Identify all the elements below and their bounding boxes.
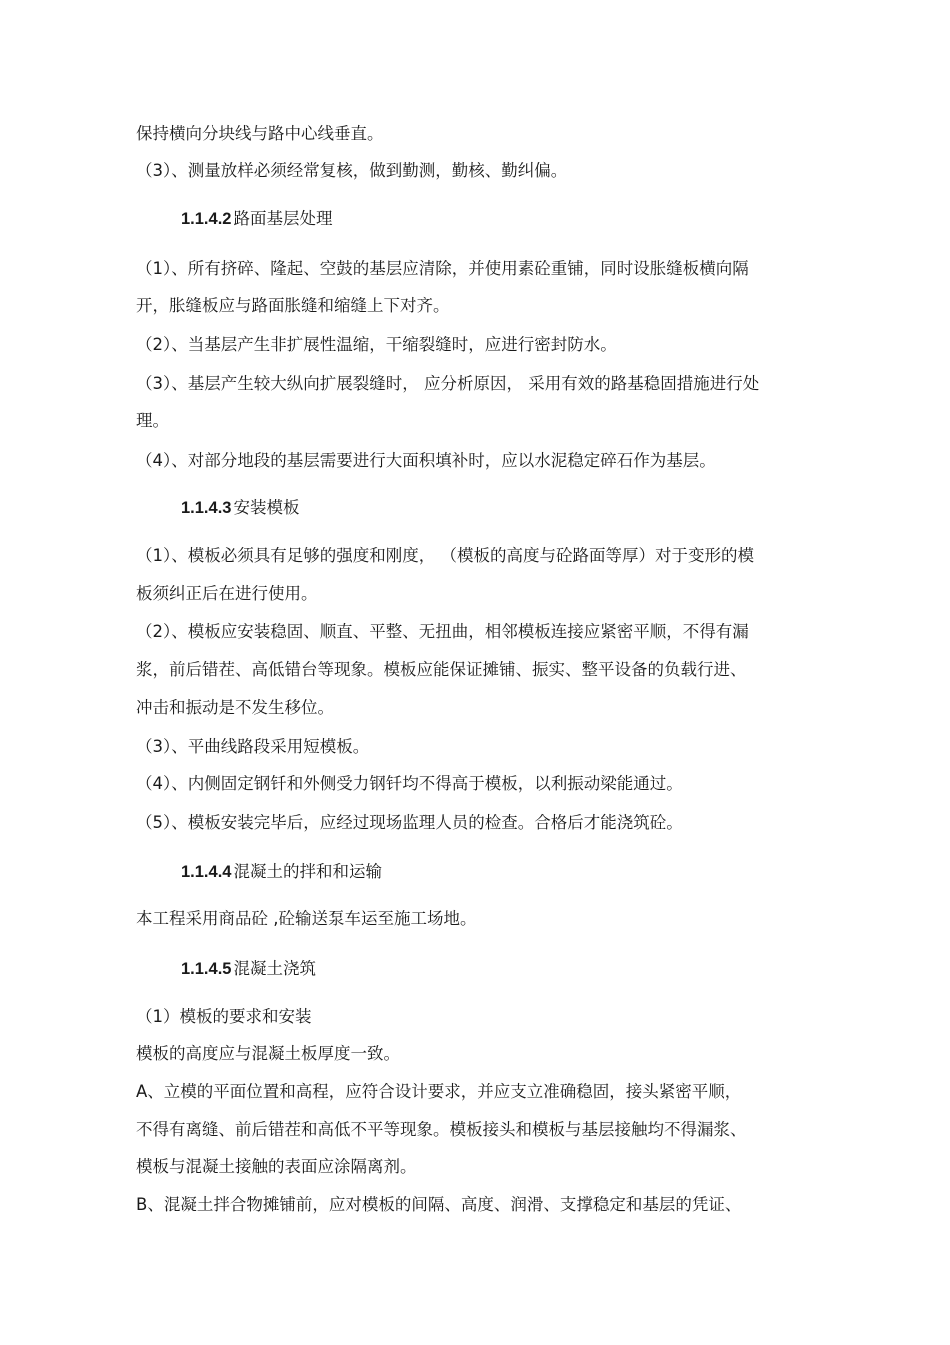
text-line: （4）、内侧固定钢钎和外侧受力钢钎均不得高于模板，以利振动梁能通过。 [136,774,683,793]
section-heading [181,497,299,519]
text-line: （5）、模板安装完毕后，应经过现场监理人员的检查。合格后才能浇筑砼。 [136,813,683,832]
text-line: 理。 [136,411,169,430]
text-line: （1）、所有挤碎、隆起、空鼓的基层应清除，并使用素砼重铺，同时设胀缝板横向隔 [136,259,749,278]
section-heading [181,958,316,980]
text-line: （4）、对部分地段的基层需要进行大面积填补时，应以水泥稳定碎石作为基层。 [136,451,716,470]
text-line: B、混凝土拌合物摊铺前，应对模板的间隔、高度、润滑、支撑稳定和基层的凭证、 [136,1195,742,1214]
text-line: （3）、测量放样必须经常复核，做到勤测，勤核、勤纠偏。 [136,161,568,180]
section-heading [181,208,332,230]
text-line: A、立模的平面位置和高程，应符合设计要求，并应支立准确稳固，接头紧密平顺， [136,1082,742,1101]
text-line: 板须纠正后在进行使用。 [136,584,318,603]
section-number: 1.1.4.5 [181,960,232,978]
text-line: 模板与混凝土接触的表面应涂隔离剂。 [136,1157,417,1176]
text-line: （3）、平曲线路段采用短模板。 [136,737,370,756]
section-title: 混凝土的拌和和运输 [233,862,382,881]
text-line: 冲击和振动是不发生移位。 [136,698,334,717]
section-number: 1.1.4.3 [181,499,232,517]
section-title: 安装模板 [233,498,300,517]
text-line: （3）、基层产生较大纵向扩展裂缝时， 应分析原因， 采用有效的路基稳固措施进行处 [136,374,760,393]
text-line: 开，胀缝板应与路面胀缝和缩缝上下对齐。 [136,296,450,315]
text-line: （2）、当基层产生非扩展性温缩，干缩裂缝时，应进行密封防水。 [136,335,617,354]
text-line: （1）模板的要求和安装 [136,1007,312,1026]
section-title: 路面基层处理 [233,209,333,228]
text-line: 不得有离缝、前后错茬和高低不平等现象。模板接头和模板与基层接触均不得漏浆、 [136,1120,747,1139]
section-number: 1.1.4.2 [181,210,232,228]
text-line: 保持横向分块线与路中心线垂直。 [136,124,384,143]
text-line: 浆，前后错茬、高低错台等现象。模板应能保证摊铺、振实、整平设备的负载行进、 [136,660,747,679]
text-line: （2）、模板应安装稳固、顺直、平整、无扭曲，相邻模板连接应紧密平顺，不得有漏 [136,622,749,641]
text-line: 本工程采用商品砼 ,砼输送泵车运至施工场地。 [136,909,477,928]
text-line: 模板的高度应与混凝土板厚度一致。 [136,1044,400,1063]
section-title: 混凝土浇筑 [233,959,316,978]
section-number: 1.1.4.4 [181,863,232,881]
section-heading [181,861,382,883]
text-line: （1）、模板必须具有足够的强度和刚度， （模板的高度与砼路面等厚）对于变形的模 [136,546,754,565]
